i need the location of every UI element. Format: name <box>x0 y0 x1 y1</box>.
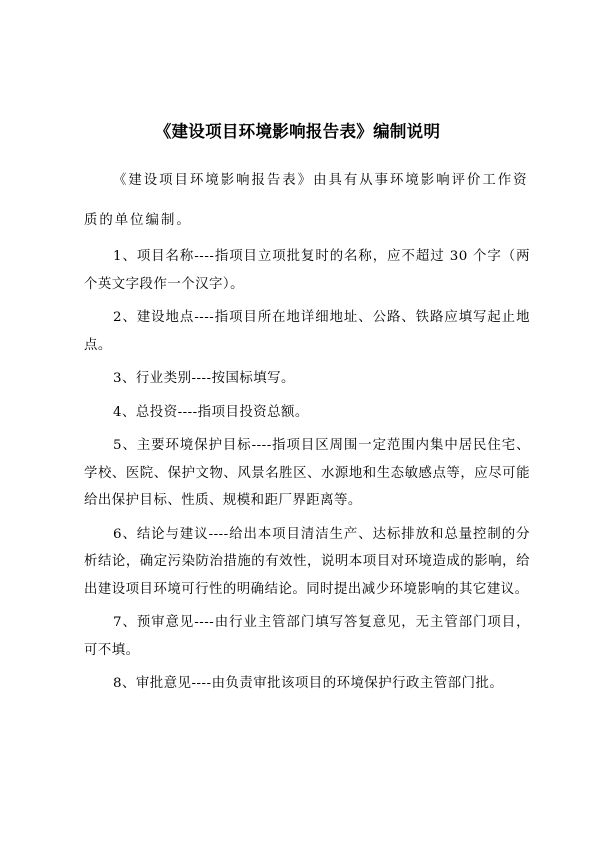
instruction-item-location: 2、建设地点----指项目所在地详细地址、公路、铁路应填写起止地点。 <box>84 310 530 353</box>
intro-paragraph: 《建设项目环境影响报告表》由具有从事环境影响评价工作资质的单位编制。 <box>84 173 529 228</box>
instruction-list <box>84 243 530 704</box>
instruction-item-protection-targets: 5、主要环境保护目标----指项目区周围一定范围内集中居民住宅、学校、医院、保护文物、风景名胜区、水源地和生态敏感点等，应尽可能给出保护目标、性质、规模和距厂界距离等。 <box>84 438 530 508</box>
document-title: 《建设项目环境影响报告表》编制说明 <box>154 122 441 141</box>
instruction-item-pre-review: 7、预审意见----由行业主管部门填写答复意见，无主管部门项目，可不填。 <box>84 615 530 658</box>
instruction-item-approval: 8、审批意见----由负责审批该项目的环境保护行政主管部门批。 <box>113 676 504 691</box>
instruction-item-industry: 3、行业类别----按国标填写。 <box>113 371 295 386</box>
instruction-item-conclusion: 6、结论与建议----给出本项目清洁生产、达标排放和总量控制的分析结论，确定污染防治措施的有效性，说明本项目对环境造成的影响，给出建设项目环境可行性的明确结论。同时提出减少环境影响的其它建议。 <box>84 526 530 597</box>
instruction-item-project-name: 1、项目名称----指项目立项批复时的名称，应不超过 30 个字（两个英文字段作一个汉字）。 <box>84 249 530 292</box>
instruction-item-investment: 4、总投资----指项目投资总额。 <box>113 404 309 420</box>
